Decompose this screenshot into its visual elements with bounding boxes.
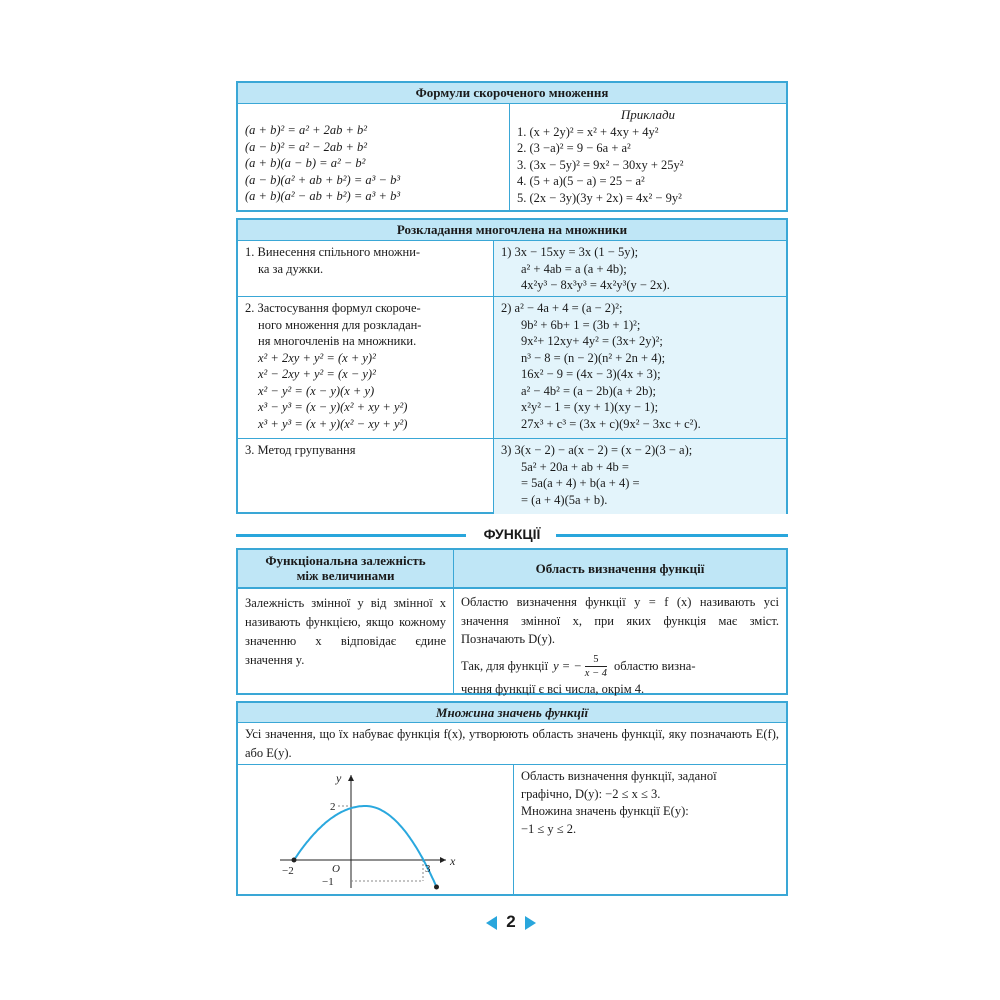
- function-curve: [294, 806, 437, 887]
- fraction: $\frac{5}{x - 4}$: [584, 653, 608, 679]
- dependency-text: Залежність змінної y від змінної x називають функцією, якщо кожному значенню x відповідає єдине значення y.: [238, 589, 454, 693]
- y-axis-label: y: [336, 771, 342, 785]
- x-axis-label: x: [450, 854, 456, 868]
- range-definition: Усі значення, що їх набуває функція f(x), утворюють область значень функції, яку позначають E(f), або E(y).: [245, 727, 779, 760]
- formulas-table: [236, 81, 788, 212]
- section-title: ФУНКЦІЇ: [483, 526, 541, 542]
- example-line: 1. (x + 2y)² = x² + 4xy + 4y²: [517, 124, 659, 139]
- formula-line: (a + b)(a − b) = a² − b²: [245, 156, 366, 170]
- dependency-header: Функціональна залежність між величинами: [238, 550, 454, 588]
- formula-line: (a + b)² = a² + 2ab + b²: [245, 123, 368, 137]
- function-graph: [238, 765, 512, 896]
- formulas-examples-col: [510, 104, 786, 211]
- tick-label-m1: −1: [322, 876, 334, 888]
- page-pager: [478, 911, 544, 935]
- factoring-table: [236, 218, 788, 514]
- domain-example: Так, для функції y = − $\frac{5}{x - 4}$ областю визна-: [461, 653, 696, 679]
- example-line: 4. (5 + a)(5 − a) = 25 − a²: [517, 174, 645, 188]
- formula-line: (a + b)(a² − ab + b²) = a³ + b³: [245, 189, 401, 203]
- tick-label-3: 3: [425, 863, 431, 875]
- tick-label-m2: −2: [282, 865, 294, 877]
- endpoint-right: [434, 885, 439, 890]
- factoring-example-3: 3) 3(x − 2) − a(x − 2) = (x − 2)(3 − a); 5a² + 20a + ab + 4b = = 5a(a + 4) + b(a + 4) = = (a + 4)(5a + b).: [494, 439, 786, 514]
- examples-title: Приклади: [620, 107, 676, 122]
- formulas-left-col: [238, 104, 510, 211]
- factoring-example-1: 1) 3x − 15xy = 3x (1 − 5y); a² + 4ab = a (a + 4b); 4x²y³ − 8x³y³ = 4x²y³(y − 2x).: [494, 241, 786, 296]
- graph-cell: [238, 765, 514, 895]
- factoring-title: Розкладання многочлена на множники: [238, 220, 786, 241]
- example-line: 2. (3 −a)² = 9 − 6a + a²: [517, 141, 631, 155]
- page-number: 2: [506, 912, 516, 931]
- factoring-method-2: 2. Застосування формул скороче- ного множення для розкладан- ня многочленів на множники. x² + 2xy + y² = (x + y)² x² − 2xy + y² = (x − y)² x² − y² = (x − y)(x + y) x³ − y³ = (x − y)(x² + xy + y²) x³ + y³ = (x + y)(x² − xy + y²): [238, 297, 494, 438]
- domain-header: Область визначення функції: [454, 550, 786, 588]
- functions-table: [236, 548, 788, 695]
- formula-line: (a − b)² = a² − 2ab + b²: [245, 139, 368, 154]
- factoring-example-2: 2) a² − 4a + 4 = (a − 2)²; 9b² + 6b+ 1 = (3b + 1)²; 9x²+ 12xy+ 4y² = (3x+ 2y)²; n³ − 8 = (n − 2)(n² + 2n + 4); 16x² − 9 = (4x − 3)(4x + 3); a² − 4b² = (a − 2b)(a + 2b); x²y² − 1 = (xy + 1)(xy − 1); 27x³ + c³ = (3x + c)(9x² − 3xc + c²).: [494, 297, 786, 438]
- example-line: 3. (3x − 5y)² = 9x² − 30xy + 25y²: [517, 157, 684, 172]
- next-page-arrow-icon[interactable]: [525, 916, 536, 930]
- range-table: [236, 701, 788, 896]
- factoring-method-3: 3. Метод групування: [238, 439, 494, 514]
- formula-line: (a − b)(a² + ab + b²) = a³ − b³: [245, 172, 401, 187]
- tick-label-2: 2: [330, 801, 336, 813]
- endpoint-left: [292, 858, 297, 863]
- domain-text: Областю визначення функції y = f (x) називають усі значення змінної x, при яких функція має зміст. Позначають D(y). Так, для функції y = − $\frac{5}{x - 4}$ областю визна- чення функції є всі числа, окрім 4.: [461, 595, 779, 696]
- graph-info: Область визначення функції, заданої графічно, D(y): −2 ≤ x ≤ 3. Множина значень функції E(y): −1 ≤ y ≤ 2.: [521, 769, 717, 836]
- example-line: 5. (2x − 3y)(3y + 2x) = 4x² − 9y²: [517, 190, 682, 205]
- factoring-method-1: 1. Винесення спільного множни- ка за дужки.: [238, 241, 494, 296]
- origin-label: O: [332, 863, 340, 875]
- functions-section-heading: [236, 526, 788, 544]
- range-title: Множина значень функції: [238, 703, 786, 723]
- formulas-title: Формули скороченого множення: [238, 83, 786, 104]
